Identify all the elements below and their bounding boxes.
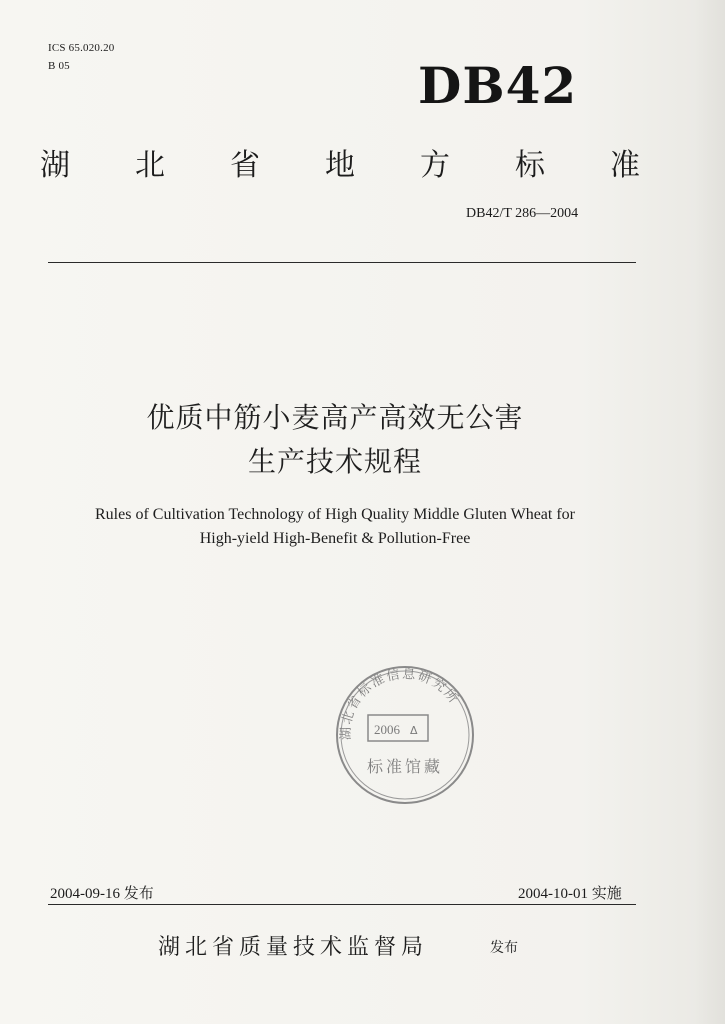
standard-code: DB42 [418,56,578,115]
title-en-line-1: Rules of Cultivation Technology of High Quality Middle Gluten Wheat for [95,506,575,523]
stamp-bottom-text: 标准馆藏 [366,757,444,776]
implement-date: 2004-10-01 实施 [518,886,622,902]
classification-code: B 05 [48,60,70,72]
header-divider [48,262,636,263]
library-stamp [330,660,480,810]
stamp-seal-icon [330,660,480,810]
title-en-line-2: High-yield High-Benefit & Pollution-Free [199,530,471,547]
org-char: 标 [515,148,545,183]
ics-code: ICS 65.020.20 [48,42,115,54]
org-char: 方 [420,148,450,183]
stamp-mark: Δ [410,724,418,737]
org-char: 省 [230,148,260,183]
issue-action: 发布 [490,940,518,956]
publish-date: 2004-09-16 发布 [50,886,154,902]
org-title-row [40,140,640,183]
org-char: 地 [325,148,355,183]
title-cn-line-1: 优质中筋小麦高产高效无公害 [146,401,524,434]
org-char: 准 [610,148,640,183]
stamp-year: 2006 [374,722,400,737]
footer-divider [48,904,636,905]
org-char: 北 [135,148,165,183]
standard-number: DB42/T 286—2004 [466,206,579,221]
page-edge-shadow [695,0,725,1024]
stamp-ring-text: 湖北省标准信息研究所 [338,666,462,741]
title-cn-line-2: 生产技术规程 [247,445,422,478]
org-char: 湖 [40,148,70,183]
issuing-authority: 湖北省质量技术监督局 [158,935,429,960]
